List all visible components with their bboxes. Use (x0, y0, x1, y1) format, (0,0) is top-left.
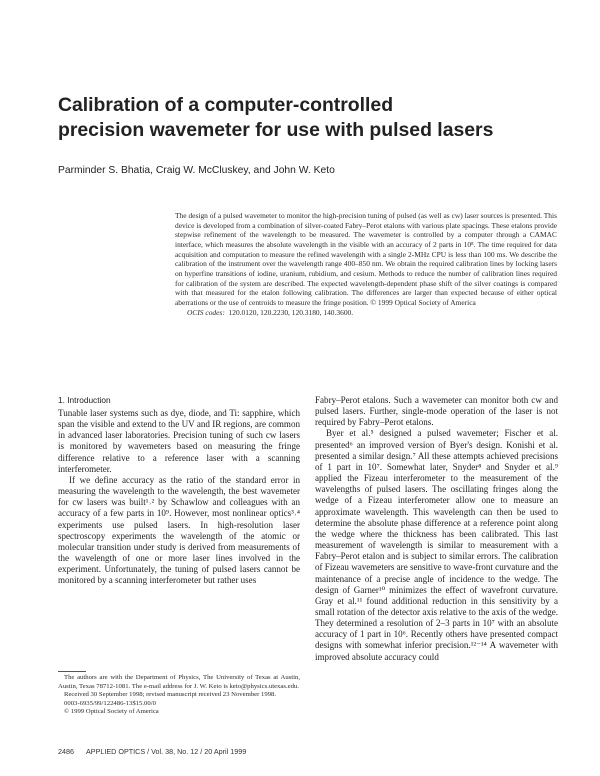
footnote (58, 674, 300, 717)
abstract (175, 211, 557, 317)
article-title (58, 93, 538, 143)
intro-paragraph-3: Fabry–Perot etalons. Such a wavemeter can monitor both cw and pulsed lasers. Further, single-mode operation of the laser is not required by Fabry–Perot etalons. (315, 395, 558, 428)
journal-citation: APPLIED OPTICS / Vol. 38, No. 12 / 20 April 1999 (86, 747, 247, 756)
article-title-line-1: Calibration of a computer-controlled (58, 94, 394, 116)
author-list: Parminder S. Bhatia, Craig W. McCluskey, and John W. Keto (58, 165, 335, 176)
ocis-label: OCIS codes: (187, 307, 225, 317)
footnote-received: Received 30 September 1998; revised manuscript received 23 November 1998. (64, 691, 277, 699)
section-heading: 1. Introduction (58, 395, 111, 405)
article-title-line-2: precision wavemeter for use with pulsed lasers (58, 119, 494, 141)
abstract-text: The design of a pulsed wavemeter to monitor the high-precision tuning of pulsed (as well as cw) laser sources is presented. This device is developed from a combination of silver-coated Fabry–Perot etalons with various plate spacings. These etalons provide stepwise refinement of the wavelength to be measured. The wavemeter is controlled by a computer through a CAMAC interface, which measures the absolute wavelength in the visible with an accuracy of 2 parts in 10⁸. The time required for data acquisition and computation to measure the refined wavelength with a single 2-MHz CPU is less than 100 ms. We describe the calibration of the instrument over the wavelength range 400–850 nm. We obtain the required calibration lines by locking lasers on hyperfine transitions of iodine, uranium, rubidium, and cesium. Methods to reduce the number of calibration lines required for calibration of the system are described. The expected wavelength-dependent phase shift of the silver coatings is compared with that measured for the etalon following calibration. The differences are larger than expected because of either optical aberrations or the use of centroids to measure the fringe position. © 1999 Optical Society of America (175, 211, 557, 307)
page-footer (58, 747, 246, 756)
footnote-divider (58, 671, 86, 672)
intro-paragraph-1: Tunable laser systems such as dye, diode, and Ti: sapphire, which span the visible and extend to the UV and IR regions, are common in advanced laser laboratories. Precision tuning of such cw lasers is monitored by wavemeters based on measuring the fringe difference relative to a reference laser with a scanning interferometer. (58, 408, 300, 474)
footnote-affiliation: The authors are with the Department of Physics, The University of Texas at Austin, Austin, Texas 78712-1081. The e-mail address for J. W. Keto is keto@physics.utexas.edu. (58, 674, 300, 690)
ocis-codes (175, 308, 557, 318)
footnote-copyright: © 1999 Optical Society of America (64, 708, 159, 716)
ocis-values: 120.0120, 120.2230, 120.3180, 140.3600. (228, 307, 354, 317)
left-column (58, 395, 300, 587)
intro-paragraph-4: Byer et al.⁵ designed a pulsed wavemeter; Fischer et al. presented⁶ an improved version of Byer's design. Konishi et al. presented a similar design.⁷ All these attempts achieved precisions of 1 part in 10⁷. Somewhat later, Snyder⁸ and Snyder et al.⁹ applied the Fizeau interferometer to the measurement of the wavelengths of pulsed lasers. The oscillating fringes along the wedge of a Fizeau interferometer allow one to measure an approximate wavelength. This wavelength can then be used to determine the absolute phase difference at a reference point along the wedge where the thickness has been calibrated. This last measurement of wavelength is similar to measurement with a Fabry–Perot etalon and is subject to similar errors. The calibration of Fizeau wavemeters are sensitive to wave-front curvature and the maintenance of a precise angle of incidence to the wedge. The design of Garner¹⁰ minimizes the effect of wavefront curvature. Gray et al.¹¹ found additional reduction in this sensitivity by a small rotation of the detector axis relative to the axis of the wedge. They determined a resolution of 2–3 parts in 10⁷ with an absolute accuracy of 1 part in 10⁶. Recently others have presented compact designs with somewhat inferior precision.¹²⁻¹⁴ A wavemeter with improved absolute accuracy could (315, 428, 558, 662)
page-number: 2486 (58, 747, 74, 756)
right-column (315, 395, 558, 663)
footnote-code: 0003-6935/99/122486-13$15.00/0 (64, 699, 156, 707)
intro-paragraph-2: If we define accuracy as the ratio of the standard error in measuring the wavelength to the wavelength, the best wavemeter for cw lasers was built¹˒² by Schawlow and colleagues with an accuracy of a few parts in 10⁹. However, most nonlinear optics³˒⁴ experiments use pulsed lasers. In high-resolution laser spectroscopy experiments the wavelength of the atomic or molecular transition under study is derived from measurements of the wavelength of one or more laser lines involved in the experiment. Unfortunately, the tuning of pulsed lasers cannot be monitored by a scanning interferometer but rather uses (58, 474, 300, 586)
